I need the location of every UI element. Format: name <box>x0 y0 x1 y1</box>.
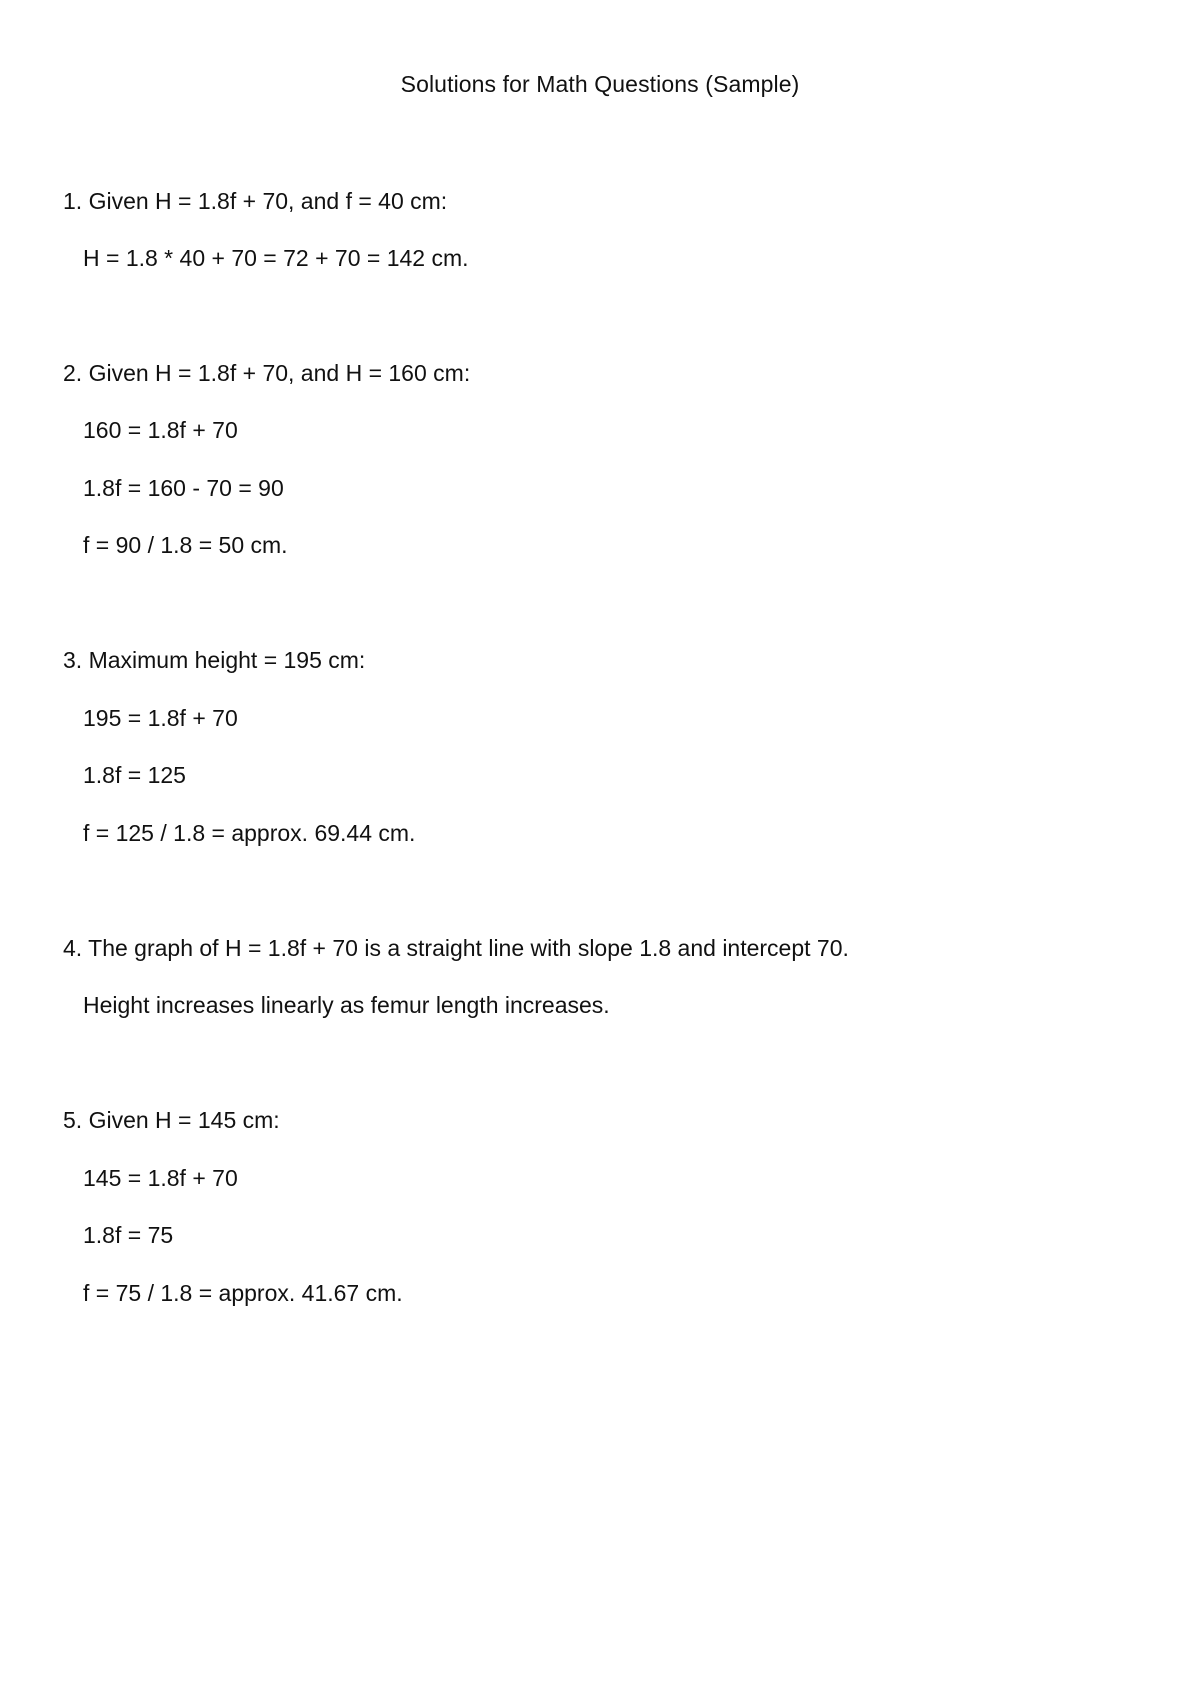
question-3-step-1: 195 = 1.8f + 70 <box>83 705 238 731</box>
question-3-step-2: 1.8f = 125 <box>83 762 186 788</box>
question-2-heading: 2. Given H = 1.8f + 70, and H = 160 cm: <box>63 360 471 386</box>
question-3-heading: 3. Maximum height = 195 cm: <box>63 647 366 673</box>
question-2-step-3: f = 90 / 1.8 = 50 cm. <box>83 532 288 558</box>
document-title: Solutions for Math Questions (Sample) <box>400 71 800 97</box>
question-2-step-1: 160 = 1.8f + 70 <box>83 417 238 443</box>
question-1-step-1: H = 1.8 * 40 + 70 = 72 + 70 = 142 cm. <box>83 245 469 271</box>
question-5-step-3: f = 75 / 1.8 = approx. 41.67 cm. <box>83 1280 403 1306</box>
question-5-step-1: 145 = 1.8f + 70 <box>83 1165 238 1191</box>
question-2-step-2: 1.8f = 160 - 70 = 90 <box>83 475 284 501</box>
question-5-step-2: 1.8f = 75 <box>83 1222 174 1248</box>
question-3-step-3: f = 125 / 1.8 = approx. 69.44 cm. <box>83 820 416 846</box>
question-1-heading: 1. Given H = 1.8f + 70, and f = 40 cm: <box>63 188 448 214</box>
question-5-heading: 5. Given H = 145 cm: <box>63 1107 280 1133</box>
question-4-heading: 4. The graph of H = 1.8f + 70 is a straight line with slope 1.8 and intercept 70. <box>63 935 849 961</box>
question-4-step-1: Height increases linearly as femur length increases. <box>83 992 610 1018</box>
